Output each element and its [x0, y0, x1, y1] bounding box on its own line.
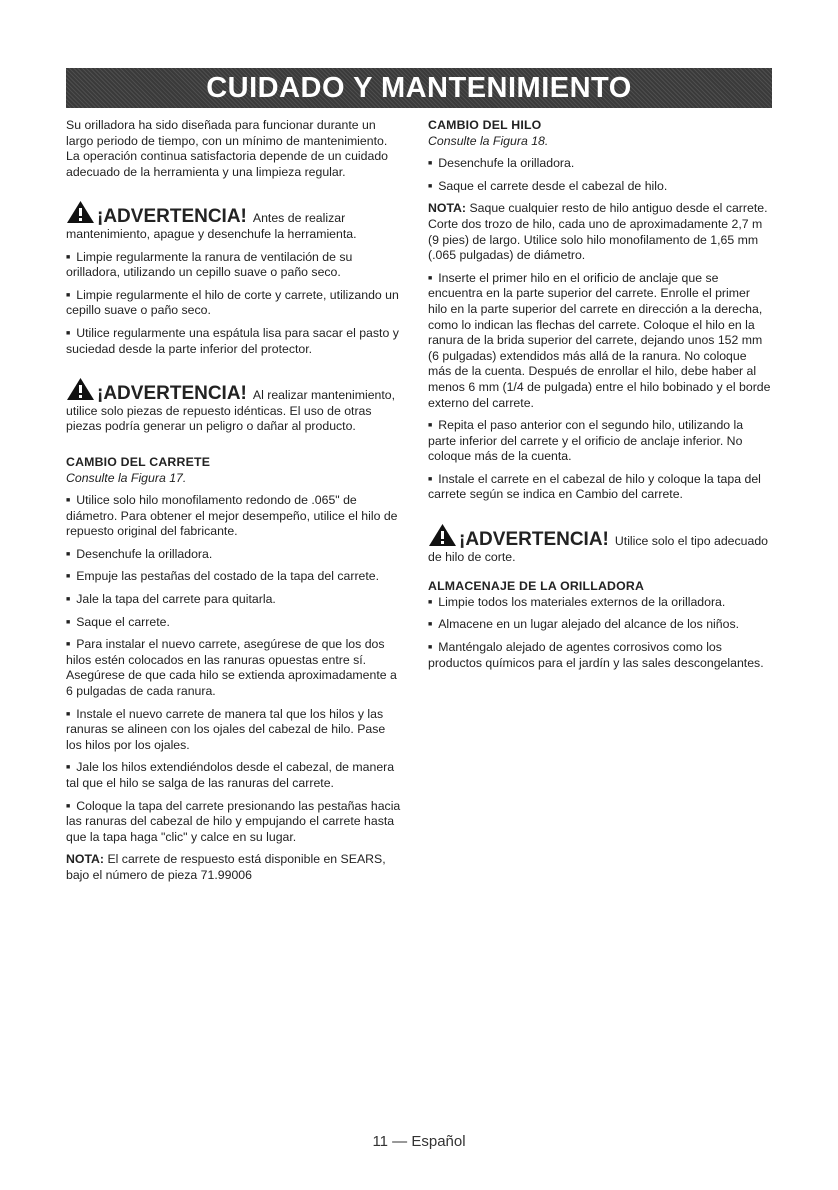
note-paragraph [66, 852, 402, 883]
note-paragraph [428, 201, 772, 263]
warning-triangle-icon [66, 377, 95, 401]
list-item: ■ Para instalar el nuevo carrete, asegúrese de que los dos hilos estén colocados en las ranuras opuestas entre sí. Asegúrese de que cada hilo se extienda aproximadamente a 6 pulgadas de cada ranura. [66, 637, 402, 699]
figure-reference: Consulte la Figura 17. [66, 470, 187, 485]
list-item: ■ Manténgalo alejado de agentes corrosivos como los productos químicos para el jardín y las sales descongelantes. [428, 640, 772, 671]
section-title-banner [66, 68, 772, 108]
storage-heading: ALMACENAJE DE LA ORILLADORA [428, 579, 645, 594]
list-item: ■ Saque el carrete. [66, 615, 402, 631]
warning-block-3 [428, 523, 772, 565]
list-item: ■ Saque el carrete desde el cabezal de hilo. [428, 179, 772, 195]
warning-triangle-icon [428, 523, 457, 547]
right-column [428, 118, 772, 678]
list-item: ■ Limpie todos los materiales externos de la orilladora. [428, 595, 772, 611]
warning-label: ¡ADVERTENCIA! [459, 529, 609, 551]
warning-label: ¡ADVERTENCIA! [97, 206, 247, 228]
list-item: ■ Coloque la tapa del carrete presionando las pestañas hacia las ranuras del cabezal de hilo y empujando el carrete hasta que la tapa haga "clic" y calce en su lugar. [66, 799, 402, 846]
warning-label: ¡ADVERTENCIA! [97, 383, 247, 405]
warning-text: Utilice solo el tipo adecuado de hilo de corte. [428, 534, 769, 564]
warning-block-2 [66, 377, 402, 435]
figure-reference: Consulte la Figura 18. [428, 133, 549, 148]
note-text: Saque cualquier resto de hilo antiguo desde el carrete. Corte dos trozo de hilo, cada uno de aproximadamente 2,7 m (9 pies) de largo. Utilice solo hilo monofilamento de 1,65 mm (.065 pulgadas) de diámetro. [428, 201, 768, 263]
note-label: NOTA: [428, 201, 467, 216]
list-item: ■ Instale el carrete en el cabezal de hilo y coloque la tapa del carrete según se indica en Cambio del carrete. [428, 472, 772, 503]
intro-paragraph: Su orilladora ha sido diseñada para funcionar durante un largo periodo de tiempo, con un mínimo de mantenimiento. La operación continua satisfactoria depende de un cuidado adecuado de la herramienta y una limpieza regular. [66, 118, 389, 179]
note-label: NOTA: [66, 852, 105, 867]
warning-triangle-icon [66, 200, 95, 224]
note-text: El carrete de respuesto está disponible en SEARS, bajo el número de pieza 71.99006 [66, 852, 386, 882]
list-item: ■ Jale los hilos extendiéndolos desde el cabezal, de manera tal que el hilo se salga de las ranuras del carrete. [66, 760, 402, 791]
list-item: ■ Instale el nuevo carrete de manera tal que los hilos y las ranuras se alineen con los ojales del cabezal de hilo. Pase los hilos por los ojales. [66, 707, 402, 754]
left-column [66, 118, 402, 891]
warning-block-1 [66, 200, 402, 242]
line-change-heading: CAMBIO DEL HILO [428, 118, 542, 132]
list-item: ■ Desenchufe la orilladora. [66, 547, 402, 563]
list-item: ■ Desenchufe la orilladora. [428, 156, 772, 172]
spool-change-heading: CAMBIO DEL CARRETE [66, 454, 211, 469]
warning-text: Antes de realizar mantenimiento, apague y desenchufe la herramienta. [66, 211, 357, 241]
page-footer: 11 — Español [372, 1133, 466, 1150]
warning-text: Al realizar mantenimiento, utilice solo piezas de repuesto idénticas. El uso de otras piezas podría generar un peligro o dañar al producto. [66, 388, 396, 434]
list-item: ■ Utilice regularmente una espátula lisa para sacar el pasto y suciedad desde la parte inferior del protector. [66, 326, 402, 357]
list-item: ■ Jale la tapa del carrete para quitarla. [66, 592, 402, 608]
list-item: ■ Utilice solo hilo monofilamento redondo de .065" de diámetro. Para obtener el mejor desempeño, utilice el hilo de repuesto original del fabricante. [66, 493, 402, 540]
section-title: CUIDADO Y MANTENIMIENTO [206, 71, 632, 104]
list-item: ■ Repita el paso anterior con el segundo hilo, utilizando la parte inferior del carrete y el orificio de anclaje inferior. No coloque más de la cuenta. [428, 418, 772, 465]
list-item: ■ Limpie regularmente el hilo de corte y carrete, utilizando un cepillo suave o paño seco. [66, 288, 402, 319]
list-item: ■ Empuje las pestañas del costado de la tapa del carrete. [66, 569, 402, 585]
list-item: ■ Almacene en un lugar alejado del alcance de los niños. [428, 617, 772, 633]
list-item: ■ Inserte el primer hilo en el orificio de anclaje que se encuentra en la parte superior del carrete. Enrolle el primer hilo en la parte superior del carrete en dirección a la derecha, como lo indican las flechas del carrete. Coloque el hilo en la ranura de la brida superior del carrete, dejando unos 152 mm (6 pulgadas) extendidos más allá de la ranura. No coloque más de la cuenta. Después de enrollar el hilo, debe haber al menos 6 mm (1/4 de pulgada) entre el hilo bobinado y el borde externo del carrete. [428, 271, 772, 411]
list-item: ■ Limpie regularmente la ranura de ventilación de su orilladora, utilizando un cepillo suave o paño seco. [66, 250, 402, 281]
